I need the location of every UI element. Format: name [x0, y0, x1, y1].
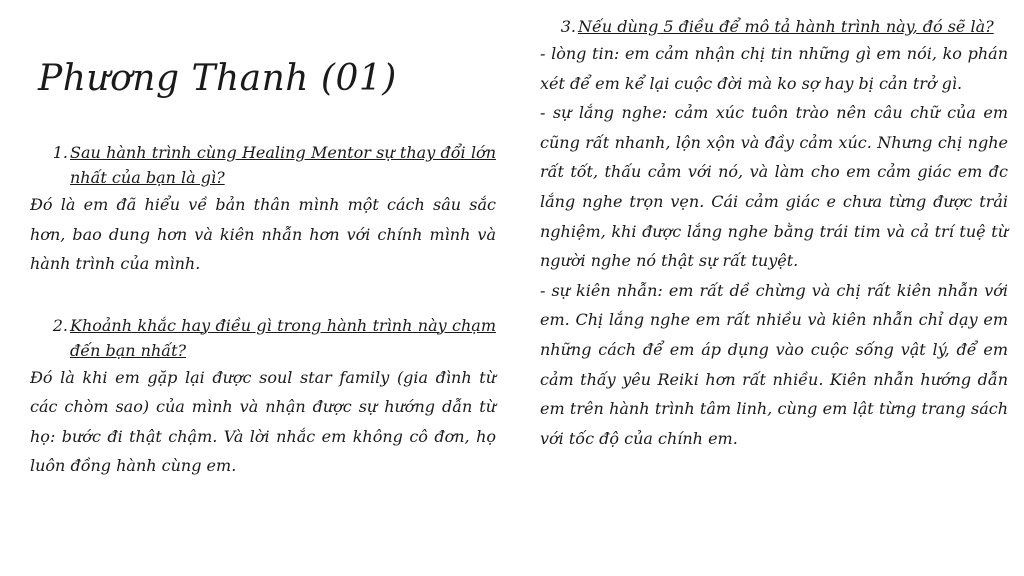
- answer-3-item-trust: - lòng tin: em cảm nhận chị tin những gì em nói, ko phán xét để em kể lại cuộc đời mà ko sợ hay bị cản trở gì.: [540, 44, 1008, 93]
- answer-2: Đó là khi em gặp lại được soul star family (gia đình từ các chòm sao) của mình và nhận được sự hướng dẫn từ họ: bước đi thật chậm. Và lời nhắc em không cô đơn, họ luôn đồng hành cùng em.: [30, 367, 496, 475]
- question-1-number: 1.: [52, 143, 68, 162]
- question-2-number: 2.: [52, 315, 68, 335]
- question-1-text: Sau hành trình cùng Healing Mentor sự thay đổi lớn nhất của bạn là gì?: [70, 143, 496, 187]
- question-2: [30, 313, 496, 363]
- page-title: Phương Thanh (01): [38, 58, 397, 99]
- question-3-number: 3.: [560, 17, 576, 36]
- answer-3-item-listening: - sự lắng nghe: cảm xúc tuôn trào nên câu chữ của em cũng rất nhanh, lộn xộn và đầy cảm xúc. Nhưng chị nghe rất tốt, thấu cảm với nó, và làm cho em cảm giác em đc lắng nghe trọn vẹn. Cái cảm giác e chưa từng được trải nghiệm, khi được lắng nghe bằng trái tim và cả trí tuệ từ người nghe nó thật sự rất tuyệt.: [540, 103, 1008, 271]
- question-2-text: Khoảnh khắc hay điều gì trong hành trình này chạm đến bạn nhất?: [70, 315, 496, 360]
- question-3-text: Nếu dùng 5 điều để mô tả hành trình này, đó sẽ là?: [578, 17, 994, 36]
- question-3: [540, 14, 1008, 39]
- right-column: [540, 14, 1008, 453]
- question-1: [30, 140, 496, 190]
- answer-3-item-patience: - sự kiên nhẫn: em rất dề chừng và chị rất kiên nhẫn với em. Chị lắng nghe em rất nhiều và kiên nhẫn chỉ dạy em những cách để em áp dụng vào cuộc sống vật lý, để em cảm thấy yêu Reiki hơn rất nhiều. Kiên nhẫn hướng dẫn em trên hành trình tâm linh, cùng em lật từng trang sách với tốc độ của chính em.: [540, 280, 1008, 448]
- left-column: [30, 140, 496, 481]
- answer-1: Đó là em đã hiểu về bản thân mình một cách sâu sắc hơn, bao dung hơn và kiên nhẫn hơn với chính mình và hành trình của mình.: [30, 195, 496, 273]
